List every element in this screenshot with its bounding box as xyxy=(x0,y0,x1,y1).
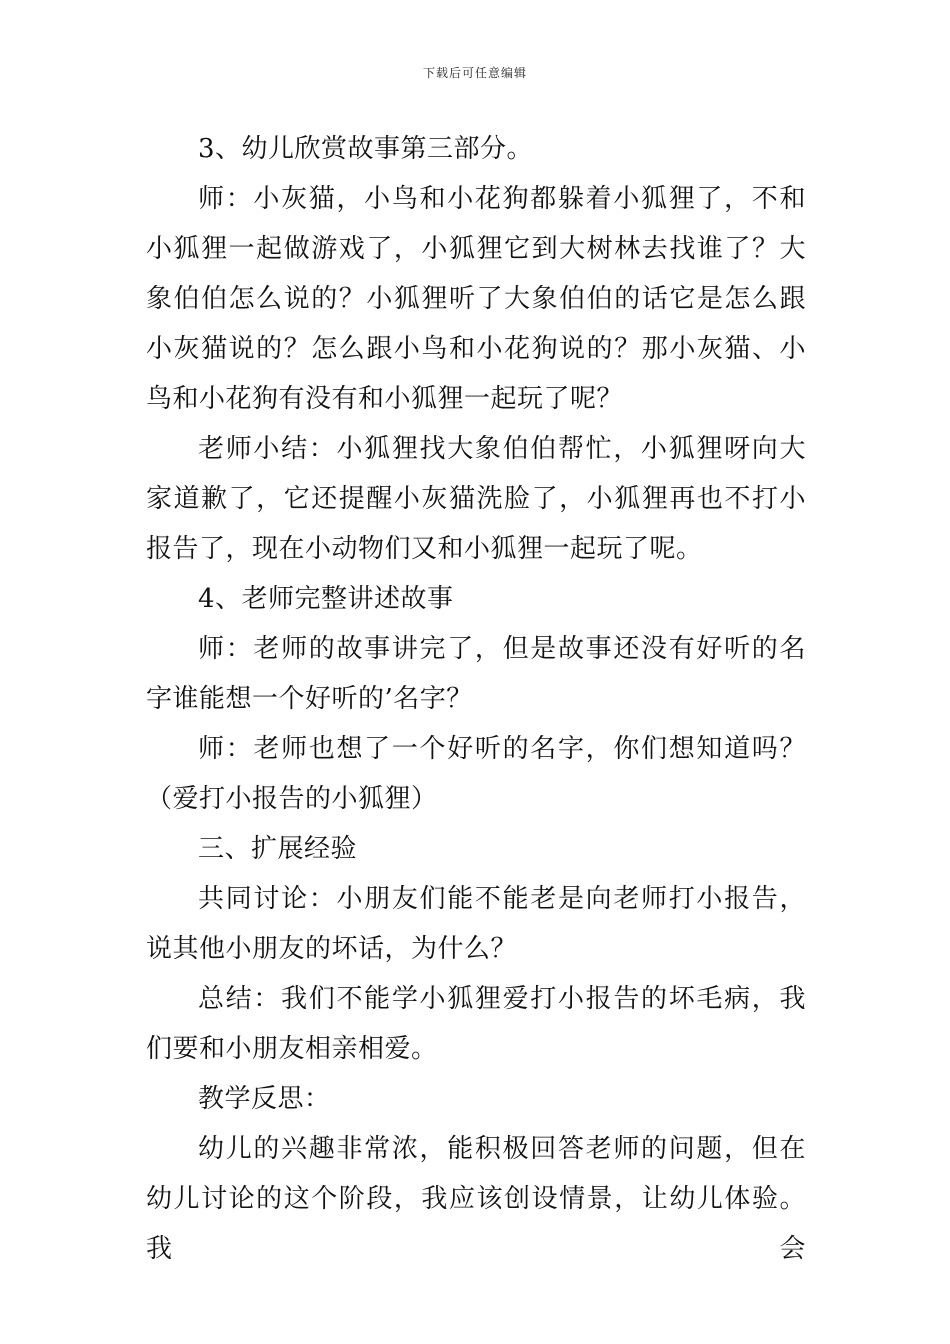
paragraph-story-name-answer: 师：老师也想了一个好听的名字，你们想知道吗？（爱打小报告的小狐狸） xyxy=(146,734,806,814)
paragraph-teacher-questions: 师：小灰猫，小鸟和小花狗都躲着小狐狸了，不和小狐狸一起做游戏了，小狐狸它到大树林去找谁了？大象伯伯怎么说的？小狐狸听了大象伯伯的话它是怎么跟小灰猫说的？怎么跟小鸟和小花狗说的？那小灰猫、小鸟和小花狗有没有和小狐狸一起玩了呢？ xyxy=(146,184,806,414)
paragraph-reflection-heading: 教学反思： xyxy=(198,1084,331,1114)
paragraph-conclusion: 总结：我们不能学小狐狸爱打小报告的坏毛病，我们要和小朋友相亲相爱。 xyxy=(146,984,806,1064)
paragraph-teacher-summary: 老师小结：小狐狸找大象伯伯帮忙，小狐狸呀向大家道歉了，它还提醒小灰猫洗脸了，小狐狸再也不打小报告了，现在小动物们又和小狐狸一起玩了呢。 xyxy=(146,434,806,564)
paragraph-step-4: 4、老师完整讲述故事 xyxy=(198,584,454,614)
paragraph-story-name-question: 师：老师的故事讲完了，但是故事还没有好听的名字谁能想一个好听的’名字？ xyxy=(146,634,806,714)
paragraph-step-3: 3、幼儿欣赏故事第三部分。 xyxy=(198,134,534,164)
document-body xyxy=(146,124,806,1274)
paragraph-reflection-text: 幼儿的兴趣非常浓，能积极回答老师的问题，但在幼儿讨论的这个阶段，我应该创设情景，让幼儿体验。我会 xyxy=(146,1134,806,1264)
paragraph-section-3-heading: 三、扩展经验 xyxy=(198,834,358,864)
header-note: 下载后可任意编辑 xyxy=(422,66,527,80)
paragraph-discussion: 共同讨论：小朋友们能不能老是向老师打小报告，说其他小朋友的坏话，为什么？ xyxy=(146,884,806,964)
